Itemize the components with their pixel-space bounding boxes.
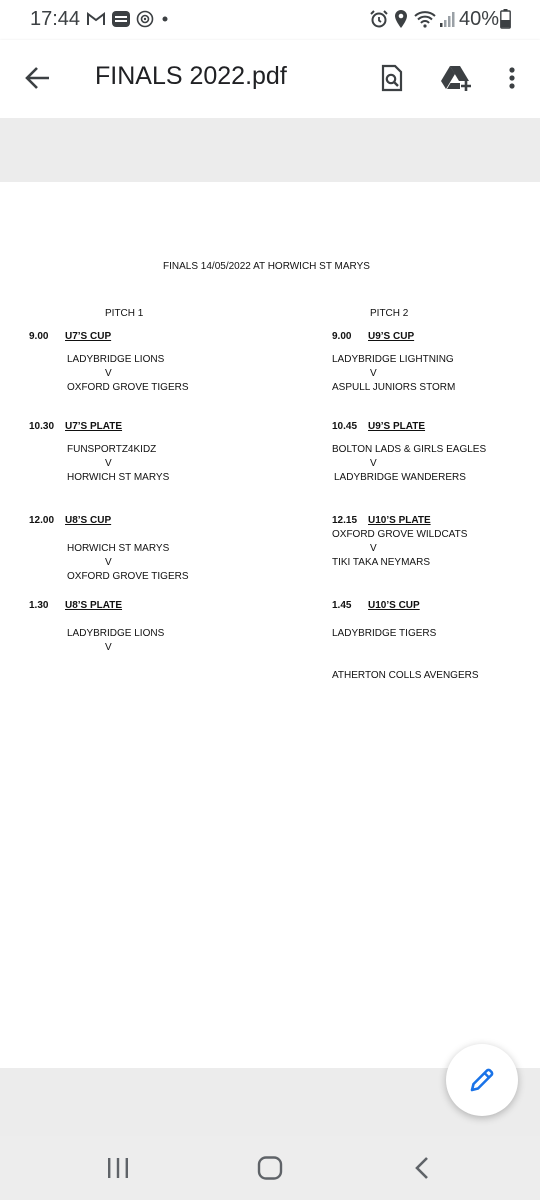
team-name: OXFORD GROVE TIGERS [67, 571, 189, 582]
home-button[interactable] [240, 1146, 300, 1190]
pitch1-match2-heading: 10.30 U7’S PLATE [29, 421, 123, 432]
versus-label: V [370, 368, 377, 379]
versus-label: V [105, 557, 112, 568]
more-options-button[interactable] [490, 56, 534, 100]
signal-icon [438, 9, 456, 29]
pitch1-match1-heading: 9.00 U7’S CUP [29, 331, 112, 342]
team-name: FUNSPORTZ4KIDZ [67, 444, 157, 455]
navigation-bar [0, 1136, 540, 1200]
wifi-icon [413, 9, 437, 29]
team-name: LADYBRIDGE LIONS [67, 628, 165, 639]
add-to-drive-button[interactable] [434, 56, 478, 100]
team-name: HORWICH ST MARYS [67, 543, 170, 554]
pitch2-match2-heading: 10.45 U9’S PLATE [332, 421, 426, 432]
more-dot-icon [160, 9, 170, 29]
alarm-icon [368, 9, 390, 29]
versus-label: V [105, 368, 112, 379]
pencil-icon [468, 1066, 496, 1094]
status-bar [0, 0, 540, 40]
sky-app-icon [110, 9, 132, 29]
team-name: LADYBRIDGE TIGERS [332, 628, 437, 639]
pitch2-match1-heading: 9.00 U9’S CUP [332, 331, 415, 342]
team-name: LADYBRIDGE LIGHTNING [332, 354, 454, 365]
battery-percent: 40% [459, 8, 500, 30]
location-icon [392, 9, 410, 29]
versus-label: V [105, 458, 112, 469]
pitch2-match4-heading: 1.45 U10’S CUP [332, 600, 420, 611]
add-to-drive-icon [440, 64, 472, 92]
team-name: ATHERTON COLLS AVENGERS [332, 670, 479, 681]
recent-apps-icon [106, 1157, 130, 1179]
team-name: HORWICH ST MARYS [67, 472, 170, 483]
status-time: 17:44 [30, 8, 81, 30]
document-heading: FINALS 14/05/2022 AT HORWICH ST MARYS [163, 261, 370, 272]
pdf-page[interactable] [0, 182, 540, 1068]
battery-icon [498, 9, 512, 29]
pitch2-label: PITCH 2 [370, 308, 409, 319]
pitch1-label: PITCH 1 [105, 308, 144, 319]
edit-button[interactable] [446, 1044, 518, 1116]
app-bar [0, 40, 540, 118]
versus-label: V [105, 642, 112, 653]
pitch1-match4-heading: 1.30 U8’S PLATE [29, 600, 123, 611]
team-name: BOLTON LADS & GIRLS EAGLES [332, 444, 487, 455]
team-name: TIKI TAKA NEYMARS [332, 557, 430, 568]
team-name: OXFORD GROVE WILDCATS [332, 529, 468, 540]
document-title: FINALS 2022.pdf [95, 62, 287, 90]
gmail-icon [86, 9, 106, 29]
podcast-icon [135, 9, 155, 29]
team-name: ASPULL JUNIORS STORM [332, 382, 456, 393]
search-in-document-button[interactable] [370, 56, 414, 100]
versus-label: V [370, 543, 377, 554]
team-name: LADYBRIDGE WANDERERS [334, 472, 466, 483]
system-back-button[interactable] [392, 1146, 452, 1190]
team-name: LADYBRIDGE LIONS [67, 354, 165, 365]
versus-label: V [370, 458, 377, 469]
home-icon [257, 1156, 283, 1180]
chevron-left-icon [414, 1156, 430, 1180]
more-vert-icon [508, 66, 516, 90]
pitch1-match3-heading: 12.00 U8’S CUP [29, 515, 112, 526]
find-in-page-icon [380, 64, 404, 92]
back-button[interactable] [16, 56, 60, 100]
arrow-back-icon [25, 66, 51, 90]
recent-apps-button[interactable] [88, 1146, 148, 1190]
team-name: OXFORD GROVE TIGERS [67, 382, 189, 393]
pitch2-match3-heading: 12.15 U10’S PLATE [332, 515, 431, 526]
